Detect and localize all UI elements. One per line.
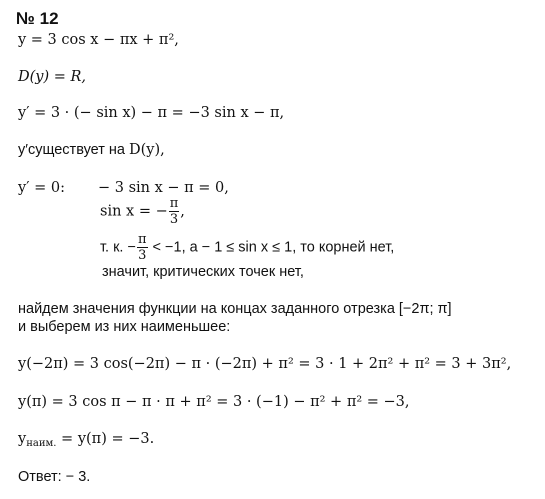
derivative-line: y′ = 3 · (− sin x) − π = −3 sin x − π, bbox=[18, 105, 285, 121]
answer-line: Ответ: − 3. bbox=[18, 469, 91, 485]
no-roots-line bbox=[100, 232, 394, 263]
sin-equation-end: , bbox=[180, 203, 185, 220]
sin-equation-lhs: sin x = − bbox=[100, 203, 168, 220]
min-value-expression: = y(π) = −3. bbox=[56, 431, 155, 447]
min-value-y: y bbox=[18, 431, 27, 447]
domain-line: D(y) = R, bbox=[18, 69, 87, 85]
derivative-domain: D(y), bbox=[129, 142, 165, 158]
fraction-numerator: π bbox=[137, 232, 147, 247]
sin-equation bbox=[100, 196, 185, 227]
fraction-denominator: 3 bbox=[138, 248, 147, 263]
value-at-minus-2pi: y(−2π) = 3 cos(−2π) − π · (−2π) + π² = 3 · 1 + 2π² + π² = 3 + 3π², bbox=[18, 356, 512, 372]
critical-equation-label: y′ = 0: bbox=[18, 180, 65, 196]
fraction-denominator: 3 bbox=[169, 212, 179, 227]
choose-min-line: и выберем из них наименьшее: bbox=[18, 319, 231, 335]
min-value-line bbox=[18, 430, 154, 453]
pi-over-3-fraction bbox=[169, 196, 180, 227]
min-value-subscript: наим. bbox=[26, 438, 57, 449]
critical-equation: − 3 sin x − π = 0, bbox=[98, 180, 229, 196]
value-at-pi: y(π) = 3 cos π − π · π + π² = 3 · (−1) − π² + π² = −3, bbox=[18, 394, 410, 410]
derivative-exists-text: y′существует на bbox=[18, 142, 130, 158]
no-critical-points-line: значит, критических точек нет, bbox=[102, 264, 304, 280]
no-roots-prefix: т. к. − bbox=[100, 239, 136, 256]
no-roots-text: < −1, a − 1 ≤ sin x ≤ 1, то корней нет, bbox=[148, 239, 395, 256]
function-definition: y = 3 cos x − πx + π², bbox=[18, 32, 179, 48]
interval-task-line: найдем значения функции на концах заданного отрезка [−2π; π] bbox=[18, 301, 452, 317]
derivative-exists-line bbox=[18, 141, 165, 159]
pi-over-3-fraction bbox=[137, 232, 148, 263]
fraction-numerator: π bbox=[169, 196, 179, 211]
problem-number: № 12 bbox=[16, 9, 59, 28]
